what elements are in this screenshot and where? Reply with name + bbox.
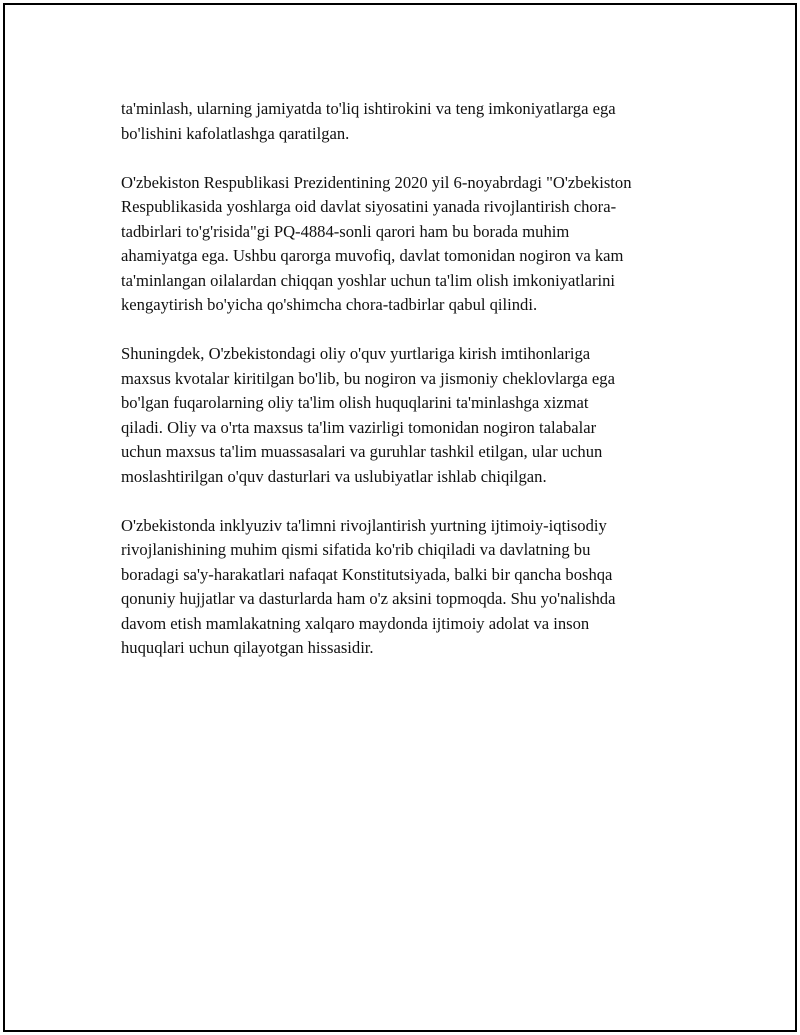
paragraph-4: O'zbekistonda inklyuziv ta'limni rivojlantirish yurtning ijtimoiy-iqtisodiy rivojlanishining muhim qismi sifatida ko'rib chiqiladi va davlatning bu boradagi sa'y-harakatlari nafaqat Konstitutsiyada, balki bir qancha boshqa qonuniy hujjatlar va dasturlarda ham o'z aksini topmoqda. Shu yo'nalishda davom etish mamlakatning xalqaro maydonda ijtimoiy adolat va inson huquqlari uchun qilayotgan hissasidir.	[121, 515, 616, 657]
paragraph-1: ta'minlash, ularning jamiyatda to'liq ishtirokini va teng imkoniyatlarga ega bo'lishini kafolatlashga qaratilgan.	[121, 99, 616, 143]
paragraph-2: O'zbekiston Respublikasi Prezidentining 2020 yil 6-noyabrdagi "O'zbekiston Respublikasida yoshlarga oid davlat siyosatini yanada rivojlantirish chora- tadbirlari to'g'risida"gi PQ-4884-sonli qarori ham bu borada muhim ahamiyatga ega. Ushbu qarorga muvofiq, davlat tomonidan nogiron va kam ta'minlangan oilalardan chiqqan yoshlar uchun ta'lim olish imkoniyatlarini kengaytirish bo'yicha qo'shimcha chora-tadbirlar qabul qilindi.	[121, 172, 632, 314]
document-body	[121, 97, 681, 685]
paragraph-3: Shuningdek, O'zbekistondagi oliy o'quv yurtlariga kirish imtihonlariga maxsus kvotalar kiritilgan bo'lib, bu nogiron va jismoniy cheklovlarga ega bo'lgan fuqarolarning oliy ta'lim olish huquqlarini ta'minlashga xizmat qiladi. Oliy va o'rta maxsus ta'lim vazirligi tomonidan nogiron talabalar uchun maxsus ta'lim muassasalari va guruhlar tashkil etilgan, ular uchun moslashtirilgan o'quv dasturlari va uslubiyatlar ishlab chiqilgan.	[121, 344, 615, 486]
document-page	[3, 3, 797, 1032]
